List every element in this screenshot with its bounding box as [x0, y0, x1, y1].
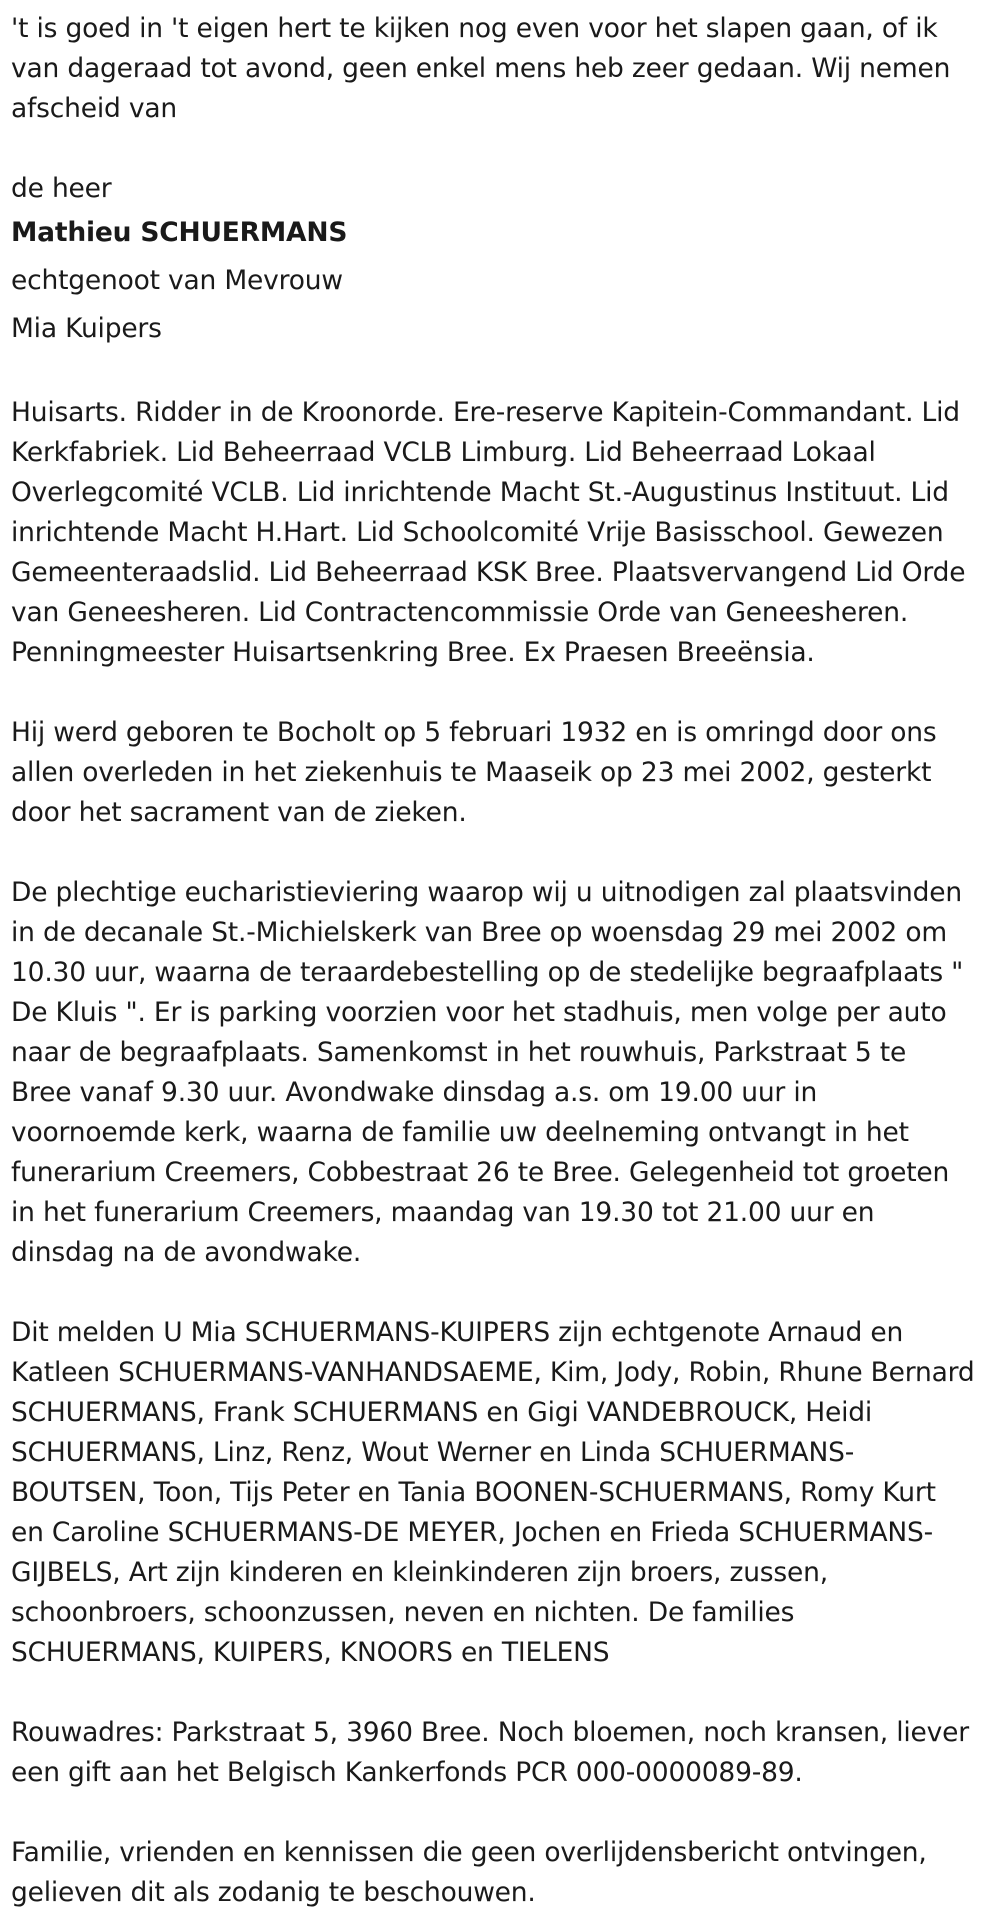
title-line: de heer: [11, 173, 112, 204]
spouse-label: echtgenoot van Mevrouw: [11, 265, 343, 296]
intro-paragraph: 't is goed in 't eigen hert te kijken nog even voor het slapen gaan, of ik van dageraad tot avond, geen enkel mens heb zeer gedaan. Wij nemen afscheid van: [11, 13, 951, 124]
address-paragraph: Rouwadres: Parkstraat 5, 3960 Bree. Noch bloemen, noch kransen, liever een gift aan het Belgisch Kankerfonds PCR 000-0000089-89.: [11, 1717, 969, 1788]
deceased-name: Mathieu SCHUERMANS: [11, 217, 348, 248]
functions-paragraph: Huisarts. Ridder in de Kroonorde. Ere-reserve Kapitein-Commandant. Lid Kerkfabriek. Lid Beheerraad VCLB Limburg. Lid Beheerraad Lokaal Overlegcomité VCLB. Lid inrichtende Macht St.-Augustinus Instituut. Lid inrichtende Macht H.Hart. Lid Schoolcomité Vrije Basisschool. Gewezen Gemeenteraadslid. Lid Beheerraad KSK Bree. Plaatsvervangend Lid Orde van Geneesheren. Lid Contractencommissie Orde van Geneesheren. Penningmeester Huisartsenkring Bree. Ex Praesen Breeënsia.: [11, 397, 966, 668]
death-notice: [11, 9, 991, 1913]
family-paragraph: Dit melden U Mia SCHUERMANS-KUIPERS zijn echtgenote Arnaud en Katleen SCHUERMANS-VANHANDSAEME, Kim, Jody, Robin, Rhune Bernard SCHUERMANS, Frank SCHUERMANS en Gigi VANDEBROUCK, Heidi SCHUERMANS, Linz, Renz, Wout Werner en Linda SCHUERMANS- BOUTSEN, Toon, Tijs Peter en Tania BOONEN-SCHUERMANS, Romy Kurt en Caroline SCHUERMANS-DE MEYER, Jochen en Frieda SCHUERMANS- GIJBELS, Art zijn kinderen en kleinkinderen zijn broers, zussen, schoonbroers, schoonzussen, neven en nichten. De families SCHUERMANS, KUIPERS, KNOORS en TIELENS: [11, 1317, 975, 1668]
ceremony-paragraph: De plechtige eucharistieviering waarop wij u uitnodigen zal plaatsvinden in de decanale St.-Michielskerk van Bree op woensdag 29 mei 2002 om 10.30 uur, waarna de teraardebestelling op de stedelijke begraafplaats " De Kluis ". Er is parking voorzien voor het stadhuis, men volge per auto naar de begraafplaats. Samenkomst in het rouwhuis, Parkstraat 5 te Bree vanaf 9.30 uur. Avondwake dinsdag a.s. om 19.00 uur in voornoemde kerk, waarna de familie uw deelneming ontvangt in het funerarium Creemers, Cobbestraat 26 te Bree. Gelegenheid tot groeten in het funerarium Creemers, maandag van 19.30 tot 21.00 uur en dinsdag na de avondwake.: [11, 877, 964, 1268]
spouse-name: Mia Kuipers: [11, 313, 162, 344]
closing-paragraph: Familie, vrienden en kennissen die geen overlijdensbericht ontvingen, gelieven dit als zodanig te beschouwen.: [11, 1837, 927, 1908]
birth-death-paragraph: Hij werd geboren te Bocholt op 5 februari 1932 en is omringd door ons allen overleden in het ziekenhuis te Maaseik op 23 mei 2002, gesterkt door het sacrament van de zieken.: [11, 717, 937, 828]
